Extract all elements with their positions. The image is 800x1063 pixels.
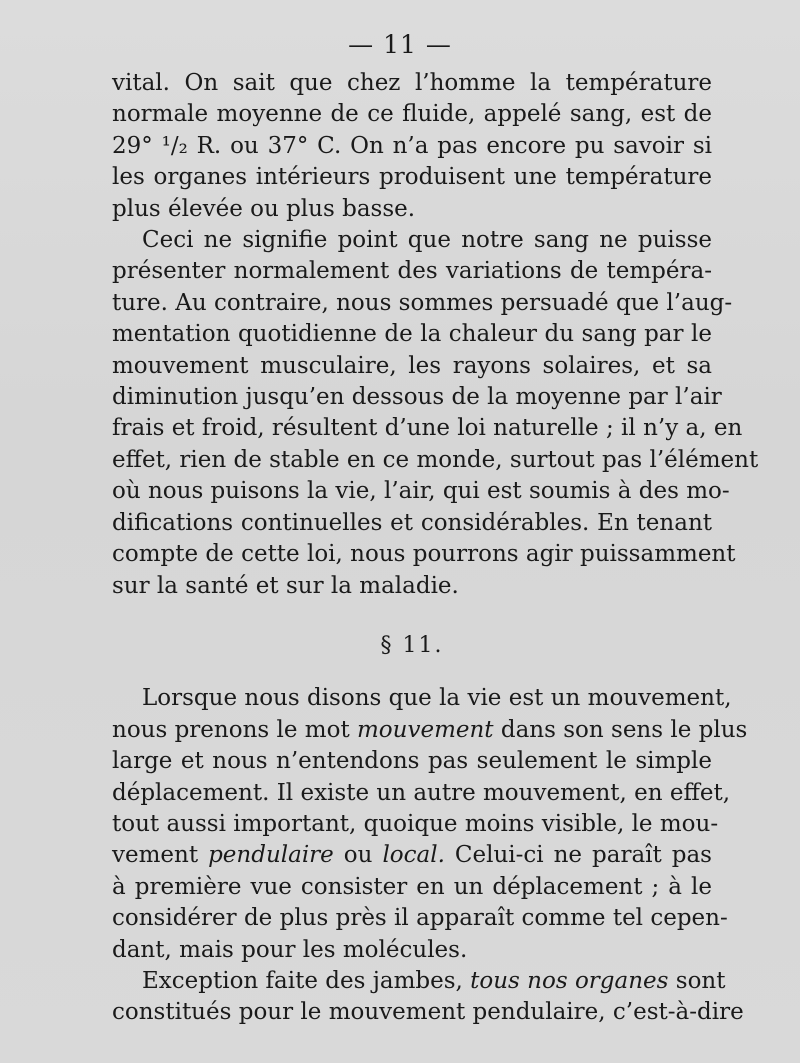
text-line: déplacement. Il existe un autre mouvement, en effet,: [112, 779, 731, 806]
section-heading: § 11.: [380, 632, 444, 658]
text-line: plus élevée ou plus basse.: [112, 195, 416, 222]
italic-phrase: tous nos organes: [470, 967, 669, 994]
text-line: dant, mais pour les molécules.: [112, 936, 468, 963]
text-line: à première vue consister en un déplacement ; à le: [112, 873, 712, 900]
text-run: ou: [333, 842, 383, 869]
text-line: diminution jusqu’en dessous de la moyenne par l’air: [112, 384, 722, 411]
paragraph-2: [112, 225, 759, 602]
text-line: normale moyenne de ce fluide, appelé sang, est de: [112, 101, 712, 128]
page-number: — 11 —: [348, 30, 452, 59]
text-line: frais et froid, résultent d’une loi naturelle ; il n’y a, en: [112, 415, 743, 442]
paragraph-3: [112, 683, 748, 966]
text-run: nous prenons le mot: [112, 716, 357, 743]
text-line: large et nous n’entendons pas seulement le simple: [112, 748, 712, 775]
text-line: [112, 966, 726, 997]
text-run: Celui-ci ne paraît pas: [444, 842, 712, 869]
text-line: sur la santé et sur la maladie.: [112, 572, 459, 599]
italic-word: local.: [382, 842, 445, 869]
paragraph-1: [112, 68, 712, 225]
text-line: effet, rien de stable en ce monde, surtout pas l’élément: [112, 446, 759, 473]
text-line: [112, 840, 712, 871]
text-line: [112, 715, 748, 746]
italic-word: pendulaire: [208, 842, 334, 869]
italic-word: mouvement: [357, 716, 494, 743]
text-line: tout aussi important, quoique moins visible, le mou-: [112, 810, 719, 837]
text-line: vital. On sait que chez l’homme la température: [112, 70, 712, 96]
text-line: considérer de plus près il apparaît comme tel cepen-: [112, 905, 728, 932]
text-run: vement: [112, 842, 209, 869]
text-line: ture. Au contraire, nous sommes persuadé que l’aug-: [112, 289, 733, 316]
text-line: difications continuelles et considérables. En tenant: [112, 509, 712, 536]
text-line: 29° ¹/₂ R. ou 37° C. On n’a pas encore pu savoir si: [112, 132, 712, 159]
text-line: Ceci ne signifie point que notre sang ne puisse: [142, 227, 712, 254]
text-run: sont: [668, 967, 726, 994]
text-line: mentation quotidienne de la chaleur du sang par le: [112, 321, 712, 348]
text-line: compte de cette loi, nous pourrons agir puissamment: [112, 541, 736, 568]
paragraph-4: [112, 966, 744, 1029]
text-line: où nous puisons la vie, l’air, qui est soumis à des mo-: [112, 478, 730, 505]
text-line: mouvement musculaire, les rayons solaires, et sa: [112, 352, 712, 379]
text-line: présenter normalement des variations de tempéra-: [112, 258, 712, 285]
text-line: Lorsque nous disons que la vie est un mouvement,: [142, 685, 732, 712]
text-line: les organes intérieurs produisent une température: [112, 164, 712, 191]
text-run: Exception faite des jambes,: [142, 967, 471, 994]
body-text: [112, 68, 759, 1029]
text-run: dans son sens le plus: [493, 716, 748, 743]
text-line: constitués pour le mouvement pendulaire, c’est-à-dire: [112, 999, 744, 1026]
